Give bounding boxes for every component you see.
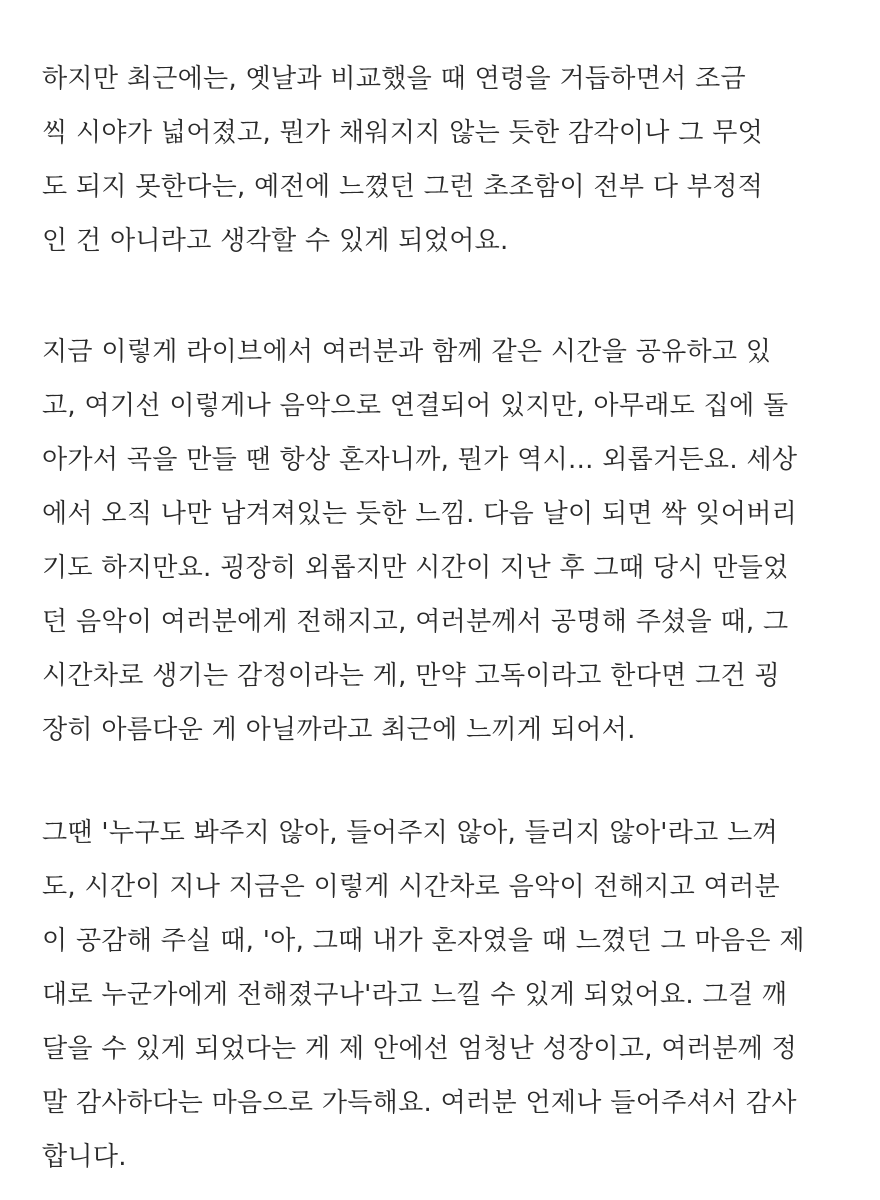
paragraph-1 xyxy=(42,52,862,268)
text-line: 시간차로 생기는 감정이라는 게, 만약 고독이라고 한다면 그건 굉 xyxy=(42,661,780,691)
text-line: 기도 하지만요. 굉장히 외롭지만 시간이 지난 후 그때 당시 만들었 xyxy=(42,553,789,583)
text-line: 씩 시야가 넓어졌고, 뭔가 채워지지 않는 듯한 감각이나 그 무엇 xyxy=(42,118,764,148)
text-line: 말 감사하다는 마음으로 가득해요. 여러분 언제나 들어주셔서 감사 xyxy=(42,1088,797,1118)
text-line: 장히 아름다운 게 아닐까라고 최근에 느끼게 되어서. xyxy=(42,715,636,745)
text-line: 아가서 곡을 만들 땐 항상 혼자니까, 뭔가 역시... 외롭거든요. 세상 xyxy=(42,445,798,475)
text-line: 하지만 최근에는, 옛날과 비교했을 때 연령을 거듭하면서 조금 xyxy=(42,64,746,94)
text-line: 인 건 아니라고 생각할 수 있게 되었어요. xyxy=(42,226,509,256)
text-line: 도, 시간이 지나 지금은 이렇게 시간차로 음악이 전해지고 여러분 xyxy=(42,872,780,902)
text-line: 에서 오직 나만 남겨져있는 듯한 느낌. 다음 날이 되면 싹 잊어버리 xyxy=(42,499,798,529)
text-line: 달을 수 있게 되었다는 게 제 안에선 엄청난 성장이고, 여러분께 정 xyxy=(42,1034,798,1064)
text-line: 그땐 '누구도 봐주지 않아, 들어주지 않아, 들리지 않아'라고 느껴 xyxy=(42,818,778,848)
paragraph-3 xyxy=(42,806,862,1184)
text-line: 합니다. xyxy=(42,1142,127,1172)
text-line: 도 되지 못한다는, 예전에 느꼈던 그런 초조함이 전부 다 부정적 xyxy=(42,172,764,202)
text-line: 던 음악이 여러분에게 전해지고, 여러분께서 공명해 주셨을 때, 그 xyxy=(42,607,789,637)
text-line: 이 공감해 주실 때, '아, 그때 내가 혼자였을 때 느꼈던 그 마음은 제 xyxy=(42,926,805,956)
text-line: 대로 누군가에게 전해졌구나'라고 느낄 수 있게 되었어요. 그걸 깨 xyxy=(42,980,788,1010)
text-line: 고, 여기선 이렇게나 음악으로 연결되어 있지만, 아무래도 집에 돌 xyxy=(42,391,789,421)
text-line: 지금 이렇게 라이브에서 여러분과 함께 같은 시간을 공유하고 있 xyxy=(42,337,772,367)
paragraph-2 xyxy=(42,325,862,757)
